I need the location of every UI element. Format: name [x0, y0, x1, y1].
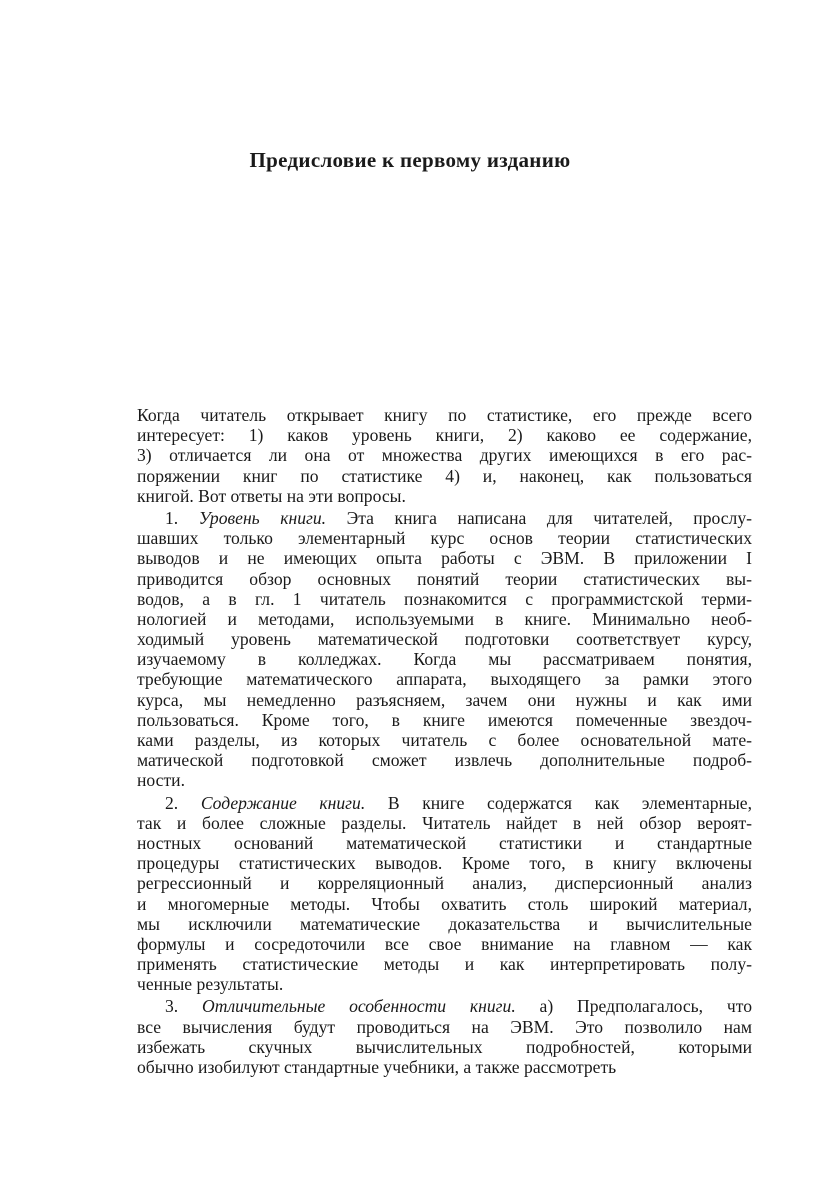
text-line: [137, 853, 752, 873]
text-line: [137, 770, 752, 790]
line-text: изучаемому в колледжах. Когда мы рассматриваем понятия,: [137, 649, 752, 670]
line-text: ченные результаты.: [137, 974, 284, 995]
text-line: [137, 669, 752, 689]
text-line: [137, 730, 752, 750]
line-text: применять статистические методы и как интерпретировать полу-: [137, 954, 752, 975]
section-heading: Отличительные особенности книги.: [202, 996, 516, 1017]
text-line: [137, 996, 752, 1016]
text-line: [137, 548, 752, 568]
line-text: шавших только элементарный курс основ теории статистических: [137, 528, 752, 549]
line-text: так и более сложные разделы. Читатель найдет в ней обзор вероят-: [137, 812, 752, 833]
text-line: [137, 793, 752, 813]
line-text: приводится обзор основных понятий теории статистических вы-: [137, 568, 752, 589]
line-text: поряжении книг по статистике 4) и, наконец, как пользоваться: [137, 465, 752, 486]
text-line: [137, 466, 752, 486]
text-line: [137, 750, 752, 770]
text-line: [137, 954, 752, 974]
text-line: [137, 934, 752, 954]
line-text: и многомерные методы. Чтобы охватить столь широкий материал,: [137, 893, 752, 914]
paragraph: [137, 996, 752, 1077]
line-text: курса, мы немедленно разъясняем, зачем они нужны и как ими: [137, 689, 752, 710]
line-text: а) Предполагалось, что: [515, 996, 753, 1017]
line-text: интересует: 1) каков уровень книги, 2) каково ее содержание,: [137, 425, 752, 446]
text-line: [137, 528, 752, 548]
section-heading: Уровень книги.: [198, 507, 327, 528]
text-line: [137, 425, 752, 445]
text-line: [137, 710, 752, 730]
text-line: [137, 833, 752, 853]
line-text: обычно изобилуют стандартные учебники, а также рассмотреть: [137, 1057, 617, 1077]
text-line: [137, 445, 752, 465]
text-line: [137, 569, 752, 589]
line-text: все вычисления будут проводиться на ЭВМ. Это позволило нам: [137, 1016, 752, 1037]
line-text: 3) отличается ли она от множества других имеющихся в его рас-: [137, 445, 752, 466]
text-line: [137, 609, 752, 629]
text-line: [137, 690, 752, 710]
text-line: [137, 486, 752, 506]
text-line: [137, 914, 752, 934]
page-title: Предисловие к первому изданию: [249, 148, 571, 172]
line-text: требующие математического аппарата, выходящего за рамки этого: [137, 669, 752, 690]
text-line: [137, 974, 752, 994]
text-line: [137, 813, 752, 833]
line-text: Когда читатель открывает книгу по статистике, его прежде всего: [137, 405, 752, 425]
line-text: ходимый уровень математической подготовки соответствует курсу,: [137, 629, 752, 650]
text-line: [137, 894, 752, 914]
line-text: регрессионный и корреляционный анализ, дисперсионный анализ: [137, 873, 752, 894]
text-line: [137, 1057, 752, 1077]
text-line: [137, 589, 752, 609]
section-number: 2.: [165, 792, 201, 813]
line-text: В книге содержатся как элементарные,: [365, 792, 753, 813]
section-heading: Содержание книги.: [200, 792, 366, 813]
section-number: 3.: [165, 996, 203, 1017]
text-line: [137, 873, 752, 893]
paragraph: [137, 508, 752, 791]
text-line: [137, 1037, 752, 1057]
line-text: нологией и методами, используемыми в книге. Минимально необ-: [137, 608, 752, 629]
text-line: [137, 508, 752, 528]
line-text: формулы и сосредоточили все свое внимание на главном — как: [137, 933, 752, 954]
line-text: ности.: [137, 770, 185, 791]
line-text: пользоваться. Кроме того, в книге имеются помеченные звездоч-: [137, 709, 752, 730]
line-text: выводов и не имеющих опыта работы с ЭВМ. В приложении I: [137, 548, 752, 569]
line-text: ками разделы, из которых читатель с более основательной мате-: [137, 730, 752, 750]
line-text: процедуры статистических выводов. Кроме того, в книгу включены: [137, 853, 752, 874]
line-text: матической подготовкой сможет извлечь дополнительные подроб-: [137, 750, 752, 771]
paragraph: [137, 405, 752, 506]
section-number: 1.: [165, 507, 199, 528]
line-text: Эта книга написана для читателей, прослу-: [326, 507, 752, 528]
paragraph: [137, 793, 752, 995]
line-text: мы исключили математические доказательства и вычислительные: [137, 913, 752, 934]
body-text: [137, 405, 752, 1077]
text-line: [137, 629, 752, 649]
line-text: водов, а в гл. 1 читатель познакомится с программистской терми-: [137, 588, 752, 609]
text-line: [137, 405, 752, 425]
line-text: книгой. Вот ответы на эти вопросы.: [137, 485, 406, 506]
line-text: ностных оснований математической статистики и стандартные: [137, 832, 752, 853]
text-line: [137, 1017, 752, 1037]
text-line: [137, 649, 752, 669]
line-text: избежать скучных вычислительных подробностей, которыми: [137, 1036, 752, 1057]
